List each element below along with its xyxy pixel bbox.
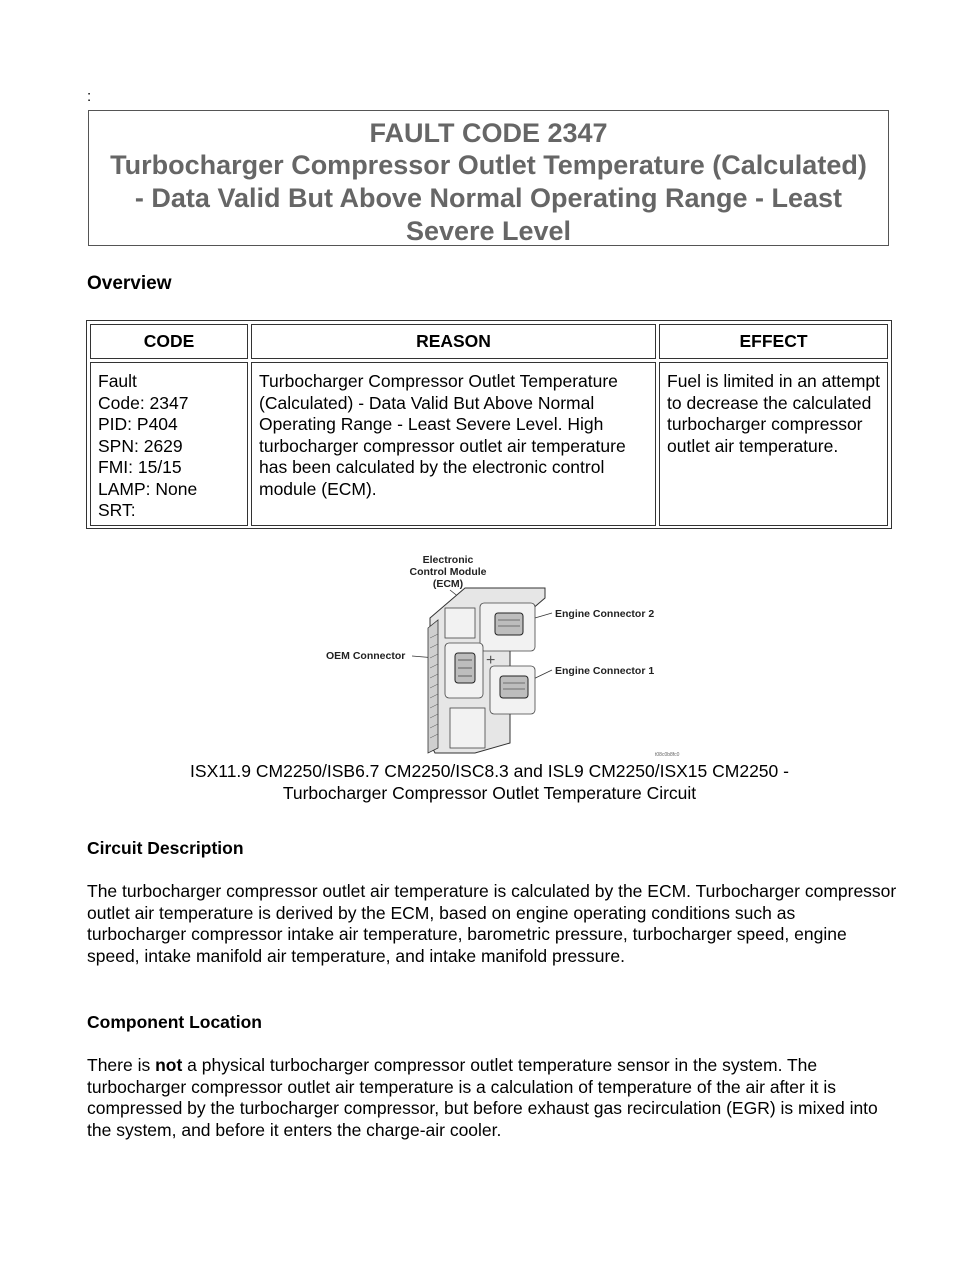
effect-cell: Fuel is limited in an attempt to decrease the calculated turbocharger compressor outlet air temperature. xyxy=(659,362,888,526)
overview-heading: Overview xyxy=(87,273,172,294)
component-location-text xyxy=(87,1055,897,1142)
header-code: CODE xyxy=(90,324,248,359)
image-code: t08c0b8fc0 xyxy=(655,752,680,758)
ecm-diagram xyxy=(300,548,680,760)
circuit-description-heading: Circuit Description xyxy=(87,838,244,858)
circuit-description-text: The turbocharger compressor outlet air temperature is calculated by the ECM. Turbocharger compressor outlet air temperature is derived by the ECM, based on engine operating conditions such as turbocharger compressor intake air temperature, barometric pressure, turbocharger speed, engine speed, intake manifold air temperature, and intake manifold pressure. xyxy=(87,881,897,967)
caption-line-1: ISX11.9 CM2250/ISB6.7 CM2250/ISC8.3 and ISL9 CM2250/ISX15 CM2250 - xyxy=(190,761,789,781)
header-reason: REASON xyxy=(251,324,656,359)
svg-text:+: + xyxy=(486,652,496,669)
figure-caption xyxy=(100,760,879,804)
ecm-label-1: Electronic xyxy=(422,554,474,566)
engine-connector-1-label: Engine Connector 1 xyxy=(555,665,655,677)
title-box xyxy=(88,110,889,246)
code-cell: Fault Code: 2347 PID: P404 SPN: 2629 FMI: 15/15 LAMP: None SRT: xyxy=(90,362,248,526)
fault-table xyxy=(86,320,892,529)
oem-connector-label: OEM Connector xyxy=(326,650,406,662)
ecm-label-3: (ECM) xyxy=(432,578,464,590)
fault-code-subtitle: Turbocharger Compressor Outlet Temperature (Calculated) - Data Valid But Above Normal Operating Range - Least Severe Level xyxy=(110,150,867,246)
reason-cell: Turbocharger Compressor Outlet Temperature (Calculated) - Data Valid But Above Normal Operating Range - Least Severe Level. High turbocharger compressor outlet air temperature has been calculated by the electronic control module (ECM). xyxy=(251,362,656,526)
component-location-heading: Component Location xyxy=(87,1012,262,1032)
ecm-label-2: Control Module xyxy=(409,566,487,578)
caption-line-2: Turbocharger Compressor Outlet Temperature Circuit xyxy=(282,783,697,803)
page-marker: : xyxy=(87,88,92,105)
header-effect: EFFECT xyxy=(659,324,888,359)
engine-connector-2-label: Engine Connector 2 xyxy=(555,608,655,620)
component-location-emphasis: not xyxy=(155,1055,183,1075)
fault-code-title: FAULT CODE 2347 xyxy=(369,118,608,148)
component-location-text-start: There is xyxy=(87,1055,156,1075)
component-location-text-end: a physical turbocharger compressor outlet temperature sensor in the system. The turbocharger compressor outlet air temperature is a calculation of temperature of the air after it is compressed by the turbocharger compressor, but before exhaust gas recirculation (EGR) is mixed into the system, and before it enters the charge-air cooler. xyxy=(87,1055,878,1141)
